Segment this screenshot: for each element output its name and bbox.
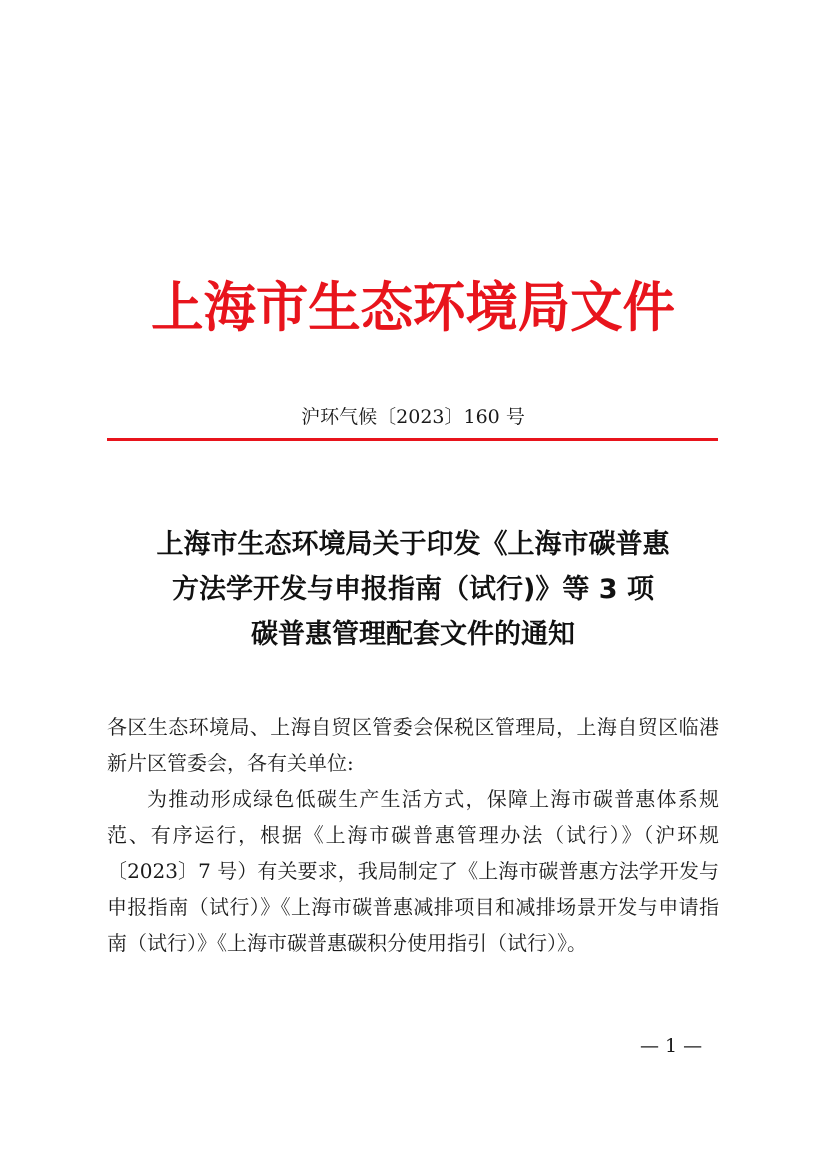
addressee-paragraph: 各区生态环境局、上海自贸区管委会保税区管理局，上海自贸区临港新片区管委会，各有关单位: bbox=[107, 715, 719, 775]
document-number: 沪环气候〔2023〕160 号 bbox=[301, 406, 525, 428]
body-paragraph-1: 为推动形成绿色低碳生产生活方式，保障上海市碳普惠体系规范、有序运行，根据《上海市碳普惠管理办法（试行）》（沪环规〔2023〕7 号）有关要求，我局制定了《上海市碳普惠方法学开发与申报指南（试行）》《上海市碳普惠减排项目和减排场景开发与申请指南（试行）》《上海市碳普惠碳积分使用指引（试行）》。 bbox=[107, 787, 719, 955]
body-text bbox=[107, 709, 719, 961]
notice-title-line-1: 上海市生态环境局关于印发《上海市碳普惠 bbox=[156, 529, 670, 560]
notice-title bbox=[100, 522, 726, 657]
red-divider-line bbox=[107, 438, 718, 441]
page-number: — 1 — bbox=[640, 1035, 703, 1057]
notice-title-line-2: 方法学开发与申报指南（试行)》等 3 项 bbox=[172, 574, 654, 605]
issuer-title: 上海市生态环境局文件 bbox=[151, 276, 675, 339]
notice-title-line-3: 碳普惠管理配套文件的通知 bbox=[251, 619, 575, 650]
